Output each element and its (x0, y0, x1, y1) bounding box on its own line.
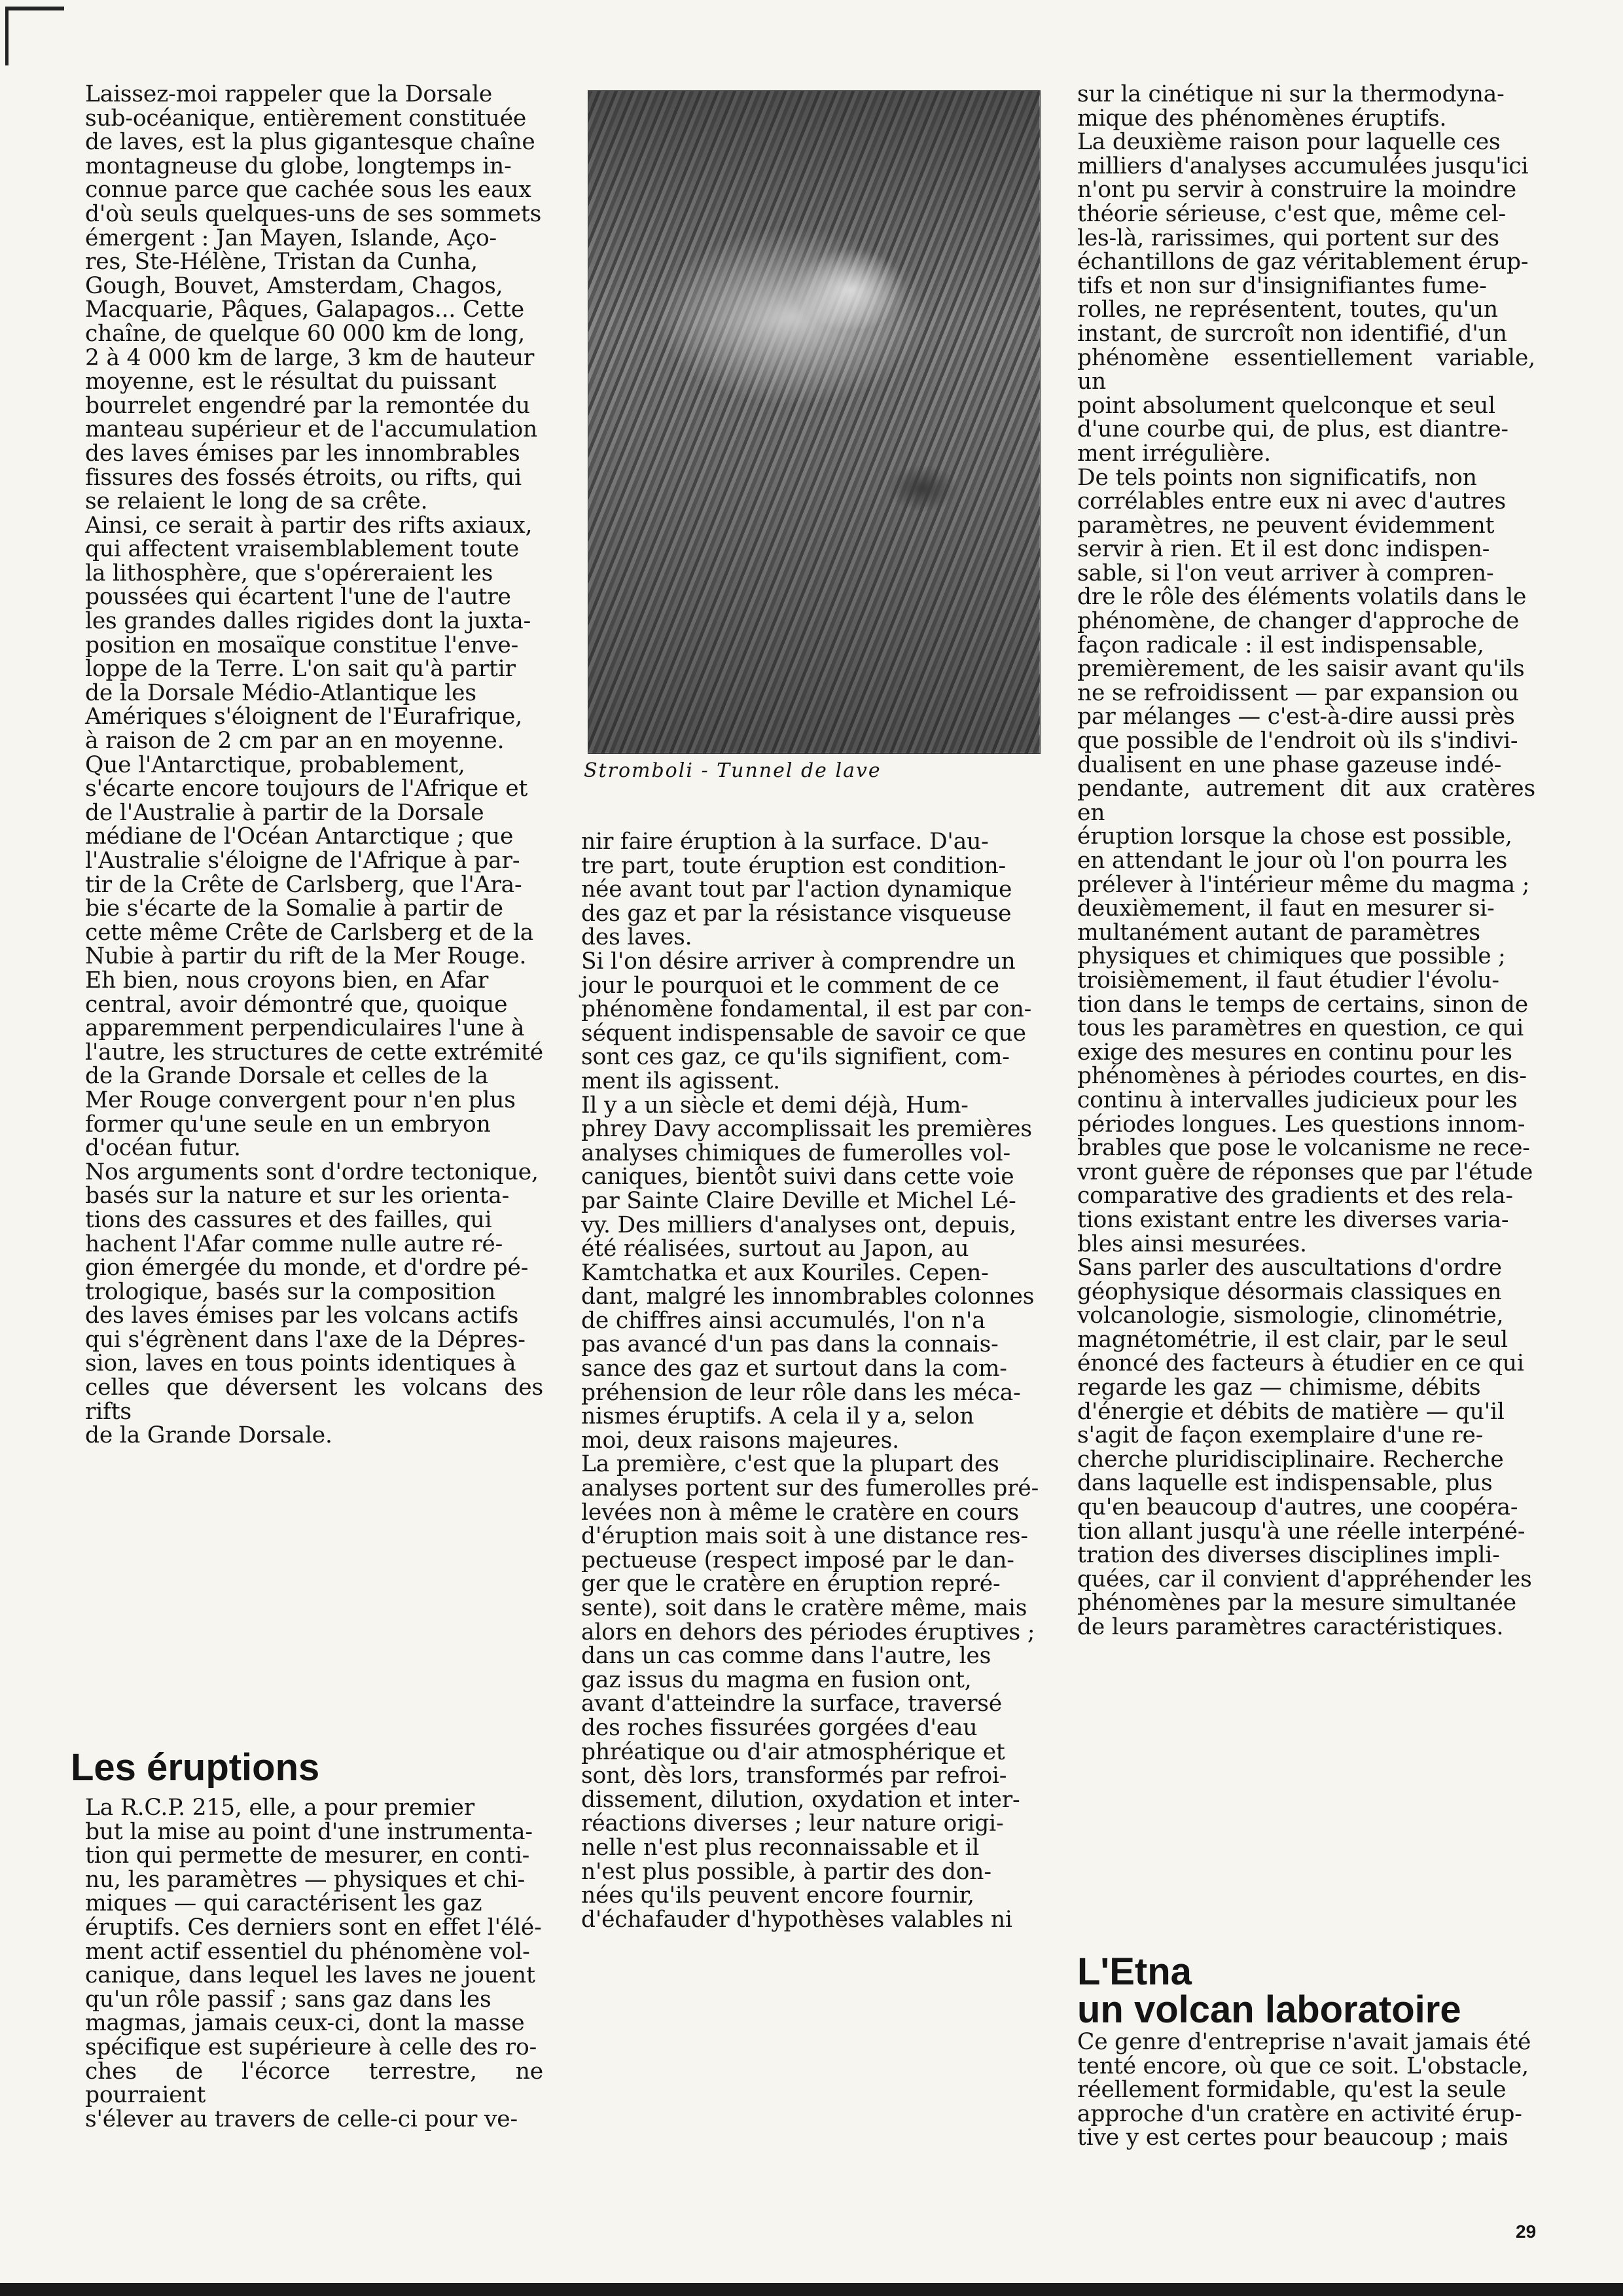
photo-caption: Stromboli - Tunnel de lave (584, 759, 882, 782)
paragraph: nir faire éruption à la surface. D'au- tre part, toute éruption est condition- née avant tout par l'action dynamique des gaz et par la résistance visqueuse des laves. (581, 829, 1012, 951)
section-heading-eruptions: Les éruptions (71, 1746, 320, 1789)
paragraph: La première, c'est que la plupart des analyses portent sur des fumerolles pré- levées non à même le cratère en cours d'éruption mais soit à une distance res- pectueuse (respect imposé par le dan- ger que le cratère en éruption repré- sente), soit dans le cratère même, mais alors en dehors des périodes éruptives ; dans un cas comme dans l'autre, les gaz issus du magma en fusion ont, avant d'atteindre la surface, traversé des roches fissurées gorgées d'eau phréatique ou d'air atmosphérique et sont, dès lors, transformés par refroi- dissement, dilution, oxydation et inter- réactions diverses ; leur nature origi- nelle n'est plus reconnaissable et il n'est plus possible, à partir des don- nées qu'ils peuvent encore fournir, d'échafauder d'hypothèses valables ni (581, 1451, 1039, 1933)
paragraph: Ce genre d'entreprise n'avait jamais été tenté encore, où que ce soit. L'obstacle, réellement formidable, qu'est la seule approche d'un cratère en activité érup- tive y est certes pour beaucoup ; mais (1077, 2029, 1531, 2151)
photo-stromboli-lava-tunnel (588, 90, 1041, 754)
crop-mark (5, 7, 64, 10)
paragraph: Laissez-moi rappeler que la Dorsale sub-océanique, entièrement constituée de laves, est la plus gigantesque chaîne montagneuse du globe, longtemps in- connue parce que cachée sous les eaux d'où seuls quelques-uns de ses sommets émergent : Jan Mayen, Islande, Aço- res, Ste-Hélène, Tristan da Cunha, Gough, Bouvet, Amsterdam, Chagos, Macquarie, Pâques, Galapagos... Cette chaîne, de quelque 60 000 km de long, 2 à 4 000 km de large, 3 km de hauteur moyenne, est le résultat du puissant bourrelet engendré par la remontée du manteau supérieur et de l'accumulation des laves émises par les innombrables fissures des fossés étroits, ou rifts, qui se relaient le long de sa crête. (85, 81, 542, 515)
paragraph: Sans parler des auscultations d'ordre géophysique désormais classiques en volcanologie, sismologie, clinométrie, magnétométrie, il est clair, par le seul énoncé des facteurs à étudier en ce qui regarde les gaz — chimisme, débits d'énergie et débits de matière — qu'il s'agit de façon exemplaire d'une re- cherche pluridisciplinaire. Recherche dans laquelle est indispensable, plus qu'en beaucoup d'autres, une coopéra- tion allant jusqu'à une réelle interpéné- tration des diverses disciplines impli- quées, car il convient d'appréhender les phénomènes par la mesure simultanée de leurs paramètres caractéristiques. (1077, 1255, 1532, 1640)
column-1-continued (85, 1796, 543, 2131)
column-1 (85, 82, 543, 1448)
paragraph: Il y a un siècle et demi déjà, Hum- phrey Davy accomplissait les premières analyses chimiques de fumerolles vol- caniques, bientôt suivi dans cette voie par Sainte Claire Deville et Michel Lé- vy. Des milliers d'analyses ont, depuis, été réalisées, surtout au Japon, au Kamtchatka et aux Kouriles. Cepen- dant, malgré les innombrables colonnes de chiffres ainsi accumulés, l'on n'a pas avancé d'un pas dans la connais- sance des gaz et surtout dans la com- préhension de leur rôle dans les méca- nismes éruptifs. A cela il y a, selon moi, deux raisons majeures. (581, 1092, 1035, 1454)
paragraph: Nos arguments sont d'ordre tectonique, basés sur la nature et sur les orienta- tions des cassures et des failles, qui hachent l'Afar comme nulle autre ré- gion émergée du monde, et d'ordre pé- trologique, basés sur la composition des laves émises par les volcans actifs qui s'égrènent dans l'axe de la Dépres- sion, laves en tous points identiques à celles que déversent les volcans des rifts de la Grande Dorsale. (85, 1158, 543, 1449)
page-number: 29 (1516, 2221, 1537, 2242)
page-bottom-edge (0, 2283, 1623, 2296)
paragraph: La R.C.P. 215, elle, a pour premier but la mise au point d'une instrumenta- tion qui permette de mesurer, en conti- nu, les paramètres — physiques et chi- miques — qui caractérisent les gaz éruptifs. Ces derniers sont en effet l'élé- ment actif essentiel du phénomène vol- canique, dans lequel les laves ne jouent qu'un rôle passif ; sans gaz dans les magmas, jamais ceux-ci, dont la masse spécifique est supérieure à celle des ro- ches de l'écorce terrestre, ne pourraient s'élever au travers de celle-ci pour ve- (85, 1795, 543, 2132)
column-3-continued (1077, 2030, 1535, 2150)
section-heading-etna: L'Etna un volcan laboratoire (1077, 1950, 1461, 2031)
crop-mark-vertical (5, 7, 9, 65)
paragraph: La deuxième raison pour laquelle ces milliers d'analyses accumulées jusqu'ici n'ont pu servir à construire la moindre théorie sérieuse, c'est que, même cel- les-là, rarissimes, qui portent sur des échantillons de gaz véritablement érup- tifs et non sur d'insignifiantes fume- rolles, ne représentent, toutes, qu'un instant, de surcroît non identifié, d'un phénomène essentiellement variable, un point absolument quelconque et seul d'une courbe qui, de plus, est diantre- ment irrégulière. (1077, 129, 1535, 467)
paragraph: De tels points non significatifs, non corrélables entre eux ni avec d'autres paramètres, ne peuvent évidemment servir à rien. Et il est donc indispen- sable, si l'on veut arriver à compren- dre le rôle des éléments volatils dans le phénomène, de changer d'approche de façon radicale : il est indispensable, premièrement, de les saisir avant qu'ils ne se refroidissent — par expansion ou par mélanges — c'est-à-dire aussi près que possible de l'endroit où ils s'indivi- dualisent en une phase gazeuse indé- pendante, autrement dit aux cratères en éruption lorsque la chose est possible, en attendant le jour où l'on pourra les prélever à l'intérieur même du magma ; deuxièmement, il faut en mesurer si- multanément autant de paramètres physiques et chimiques que possible ; troisièmement, il faut étudier l'évolu- tion dans le temps de certains, sinon de tous les paramètres en question, ce qui exige des mesures en continu pour les phénomènes à périodes courtes, en dis- continu à intervalles judicieux pour les périodes longues. Les questions innom- brables que pose le volcanisme ne rece- vront guère de réponses que par l'étude comparative des gradients et des rela- tions existant entre les diverses varia- bles ainsi mesurées. (1077, 464, 1535, 1257)
paragraph: Si l'on désire arriver à comprendre un jour le pourquoi et le comment de ce phénomène fondamental, il est par con- séquent indispensable de savoir ce que sont ces gaz, ce qu'ils signifient, com- ment ils agissent. (581, 948, 1032, 1094)
column-2 (581, 830, 1039, 1931)
column-3 (1077, 82, 1535, 1640)
paragraph: Ainsi, ce serait à partir des rifts axiaux, qui affectent vraisemblablement toute la lithosphère, que s'opéreraient les poussées qui écartent l'une de l'autre les grandes dalles rigides dont la juxta- position en mosaïque constitue l'enve- loppe de la Terre. L'on sait qu'à partir de la Dorsale Médio-Atlantique les Amériques s'éloignent de l'Eurafrique, à raison de 2 cm par an en moyenne. Que l'Antarctique, probablement, s'écarte encore toujours de l'Afrique et de l'Australie à partir de la Dorsale médiane de l'Océan Antarctique ; que l'Australie s'éloigne de l'Afrique à par- tir de la Crête de Carlsberg, que l'Ara- bie s'écarte de la Somalie à partir de cette même Crête de Carlsberg et de la Nubie à partir du rift de la Mer Rouge. Eh bien, nous croyons bien, en Afar central, avoir démontré que, quoique apparemment perpendiculaires l'une à l'autre, les structures de cette extrémité de la Grande Dorsale et celles de la Mer Rouge convergent pour n'en plus former qu'une seule en un embryon d'océan futur. (85, 512, 543, 1162)
paragraph: sur la cinétique ni sur la thermodyna- mique des phénomènes éruptifs. (1077, 81, 1505, 132)
